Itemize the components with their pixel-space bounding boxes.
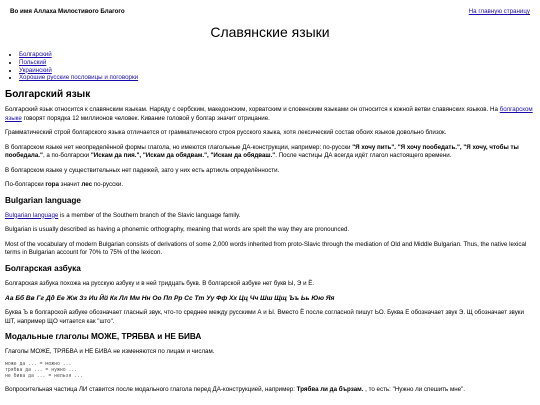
word-gora: гора xyxy=(45,181,59,189)
section-heading-alphabet: Болгарская азбука xyxy=(5,263,81,273)
paragraph-orthography: Bulgarian is usually described as having a phonemic orthography, meaning that words are spelt the way they are pronounced. xyxy=(5,226,350,234)
paragraph-cases: В болгарском языке у существительных нет падежей, зато у них есть артикль определённости. xyxy=(5,166,280,174)
section-heading-modal-verbs: Модальные глаголы МОЖЕ, ТРЯБВА и НЕ БИВА xyxy=(5,332,202,342)
paragraph-text: Вопросительная частица ЛИ ставится после модального глагола перед ДА-конструкцией, например: xyxy=(5,386,297,394)
paragraph-text: , а по-болгарски xyxy=(42,152,91,160)
toc-link-ukrainian[interactable]: Украинский xyxy=(19,66,52,74)
paragraph-text: По-болгарски xyxy=(5,181,46,189)
paragraph-text: значит xyxy=(58,181,82,189)
paragraph-question-particle xyxy=(5,386,535,395)
section-heading-bulgarian: Болгарский язык xyxy=(5,89,91,101)
modal-verbs-code-block: може да ... = можно ... трябва да ... = нужно ... не бива да ... = нельзя ... xyxy=(5,362,83,380)
paragraph-bulgarian-intro xyxy=(5,106,535,123)
toc-item-proverbs xyxy=(19,74,535,82)
word-les: лес xyxy=(81,181,93,189)
paragraph-modal-intro: Глаголы МОЖЕ, ТРЯБВА и НЕ БИВА не изменяются по лицам и числам. xyxy=(5,347,215,355)
paragraph-grammar: Грамматический строй болгарского языка отличается от грамматического строя русского языка, хотя лексический состав обоих языков довольно близок. xyxy=(5,129,447,137)
paragraph-slavic-family xyxy=(5,212,535,221)
paragraph-text: is a member of the Southern branch of the Slavic language family. xyxy=(58,211,241,219)
paragraph-text: В болгарском языке нет неопределённой формы глагола, но имеются глагольные ДА-конструкции, например: по-русски xyxy=(5,143,353,151)
russian-examples: "Я хочу пить". "Я хочу пообедать.", "Я хочу, чтобы ты пообедала." xyxy=(5,143,519,160)
section-heading-bulgarian-language: Bulgarian language xyxy=(5,196,81,206)
toc-item-bulgarian xyxy=(19,51,535,59)
example-sentence: Трябва ли да бързам. xyxy=(296,386,364,394)
greeting-text: Во имя Аллаха Милостивого Благого xyxy=(10,8,125,15)
paragraph-text: , то есть: "Нужно ли спешить мне". xyxy=(363,386,466,394)
bulgarian-examples: "Искам да пия.", "Искам да обядвам.", "Искам да обядваш." xyxy=(90,152,276,160)
toc-item-ukrainian xyxy=(19,67,535,75)
paragraph-gora xyxy=(5,181,535,190)
paragraph-text: . После частицы ДА всегда идёт глагол настоящего времени. xyxy=(275,152,452,160)
toc-link-proverbs[interactable]: Хорошие русские пословицы и поговорки xyxy=(19,74,139,82)
alphabet-letters: Аа Бб Вв Гг Дд Ее Жж Зз Ии Йй Кк Лл Мм Нн Оо Пп Рр Сс Тт Уу Фф Хх Цц Чч Шш Щщ Ъъ Ьь Юю Яя xyxy=(5,295,335,303)
bulgarian-language-link[interactable]: болгарском языке xyxy=(5,106,533,122)
paragraph-text: по-русски. xyxy=(92,181,124,189)
paragraph-text: говорят порядка 12 миллионов человек. Кивание головой у болгар значит отрицание. xyxy=(21,114,270,122)
toc-item-polish xyxy=(19,59,535,67)
paragraph-alphabet-notes: Буква Ъ в болгарской азбуке обозначает гласный звук, что-то среднее между русскими А и Ы. Вместо Ё после согласной пишут ЬО. Буква Е обозначает звук Э. Щ обозначает звуки ШТ, например ЩО читается как "што". xyxy=(5,309,524,325)
table-of-contents xyxy=(5,51,535,82)
toc-link-polish[interactable]: Польский xyxy=(19,58,47,66)
page-title: Славянские языки xyxy=(210,24,330,40)
paragraph-vocabulary: Most of the vocabulary of modern Bulgarian consists of derivations of some 2,000 words inherited from proto-Slavic through the mediation of Old and Middle Bulgarian. Thus, the native lexical terms in Bulgarian account for 70% to 75% of the lexicon. xyxy=(5,240,527,257)
top-bar xyxy=(5,0,535,20)
paragraph-da-constructions xyxy=(5,144,535,161)
home-page-link[interactable]: На главную страницу xyxy=(468,8,530,15)
paragraph-text: Болгарский язык относится к славянским языкам. Наряду с сербским, македонским, хорватским и словенским языками он относится к южной ветви славянских языков. На xyxy=(5,106,500,114)
toc-link-bulgarian[interactable]: Болгарский xyxy=(19,51,52,59)
paragraph-alphabet-intro: Болгарская азбука похожа на русскую азбуку и в ней тридцать букв. В болгарской азбуке нет букв Ы, Э и Ё. xyxy=(5,279,315,287)
bulgarian-language-en-link[interactable]: Bulgarian language xyxy=(5,211,59,219)
